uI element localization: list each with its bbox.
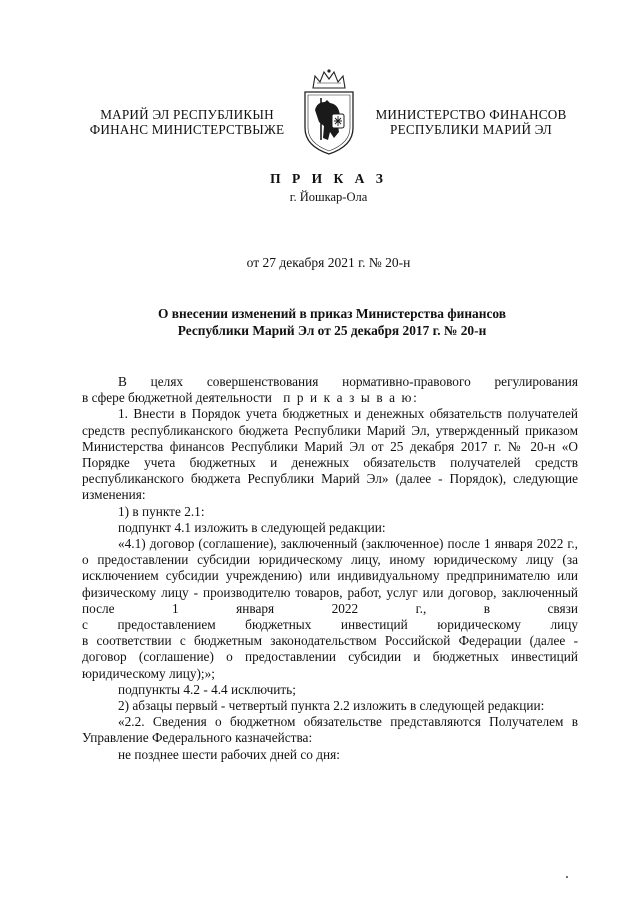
body-paragraph-3: в соответствии с бюджетным законодательством Российской Федерации (далее - договор (соглашение) о предоставлении субсидии и бюджетных инвестиций юридическому лицу);»; bbox=[82, 633, 578, 681]
preamble-order-word: п р и к а з ы в а ю: bbox=[283, 390, 419, 406]
document-type-title: П Р И К А З bbox=[270, 171, 387, 186]
body-line-preamble-1: В целях совершенствования нормативно-правового регулирования bbox=[118, 374, 578, 389]
document-subject bbox=[82, 305, 582, 339]
header-right-line2: РЕСПУБЛИКИ МАРИЙ ЭЛ bbox=[390, 122, 552, 137]
preamble-text: в сфере бюджетной деятельности bbox=[82, 390, 272, 406]
body-paragraph-5: «2.2. Сведения о бюджетном обязательстве представляются Получателем в Управление Федерального казначейства: bbox=[82, 714, 578, 746]
header-left-line1: МАРИЙ ЭЛ РЕСПУБЛИКЫН bbox=[100, 107, 274, 122]
body-line-preamble-2 bbox=[82, 390, 578, 406]
scan-mark bbox=[566, 876, 568, 878]
header-left-line2: ФИНАНС МИНИСТЕРСТВЫЖЕ bbox=[89, 122, 285, 137]
body-line-deadline: не позднее шести рабочих дней со дня: bbox=[118, 746, 340, 762]
body-paragraph-4: 2) абзацы первый - четвертый пункта 2.2 изложить в следующей редакции: bbox=[118, 698, 545, 714]
body-line-item-1: 1) в пункте 2.1: bbox=[118, 503, 205, 519]
body-paragraph-2: «4.1) договор (соглашение), заключенный (заключенное) после 1 января 2022 г., о предоставлении субсидии юридическому лицу, иному юридическому лицу (за исключением субсидии учреждению) или индивидуальному предпринимателю или физическому лицу - производителю товаров, работ, услуг или договор, заключенный после 1 января 2022 г., в связи bbox=[82, 536, 578, 616]
header-right-block bbox=[364, 107, 578, 137]
subject-line-2: Республики Марий Эл от 25 декабря 2017 г. № 20-н bbox=[177, 323, 487, 338]
body-line-subitem: подпункт 4.1 изложить в следующей редакции: bbox=[118, 519, 386, 535]
header-right-line1: МИНИСТЕРСТВО ФИНАНСОВ bbox=[375, 107, 567, 122]
coat-of-arms-icon bbox=[297, 66, 361, 158]
body-line-exclude: подпункты 4.2 - 4.4 исключить; bbox=[118, 681, 296, 697]
document-city: г. Йошкар-Ола bbox=[289, 190, 368, 204]
subject-line-1: О внесении изменений в приказ Министерства финансов bbox=[157, 306, 506, 321]
body-paragraph-1: 1. Внести в Порядок учета бюджетных и денежных обязательств получателей средств республиканского бюджета Республики Марий Эл, утвержденный приказом Министерства финансов Республики Марий Эл от 25 декабря 2017 г. № 20-н «О Порядке учета бюджетных и денежных обязательств получателей средств республиканского бюджета Республики Марий Эл» (далее - Порядок), следующие изменения: bbox=[82, 406, 578, 503]
document-date-number: от 27 декабря 2021 г. № 20-н bbox=[246, 255, 411, 270]
document-body bbox=[82, 374, 578, 763]
header-left-block bbox=[82, 107, 292, 137]
body-line-investments: с предоставлением бюджетных инвестиций юридическому лицу bbox=[82, 617, 578, 633]
